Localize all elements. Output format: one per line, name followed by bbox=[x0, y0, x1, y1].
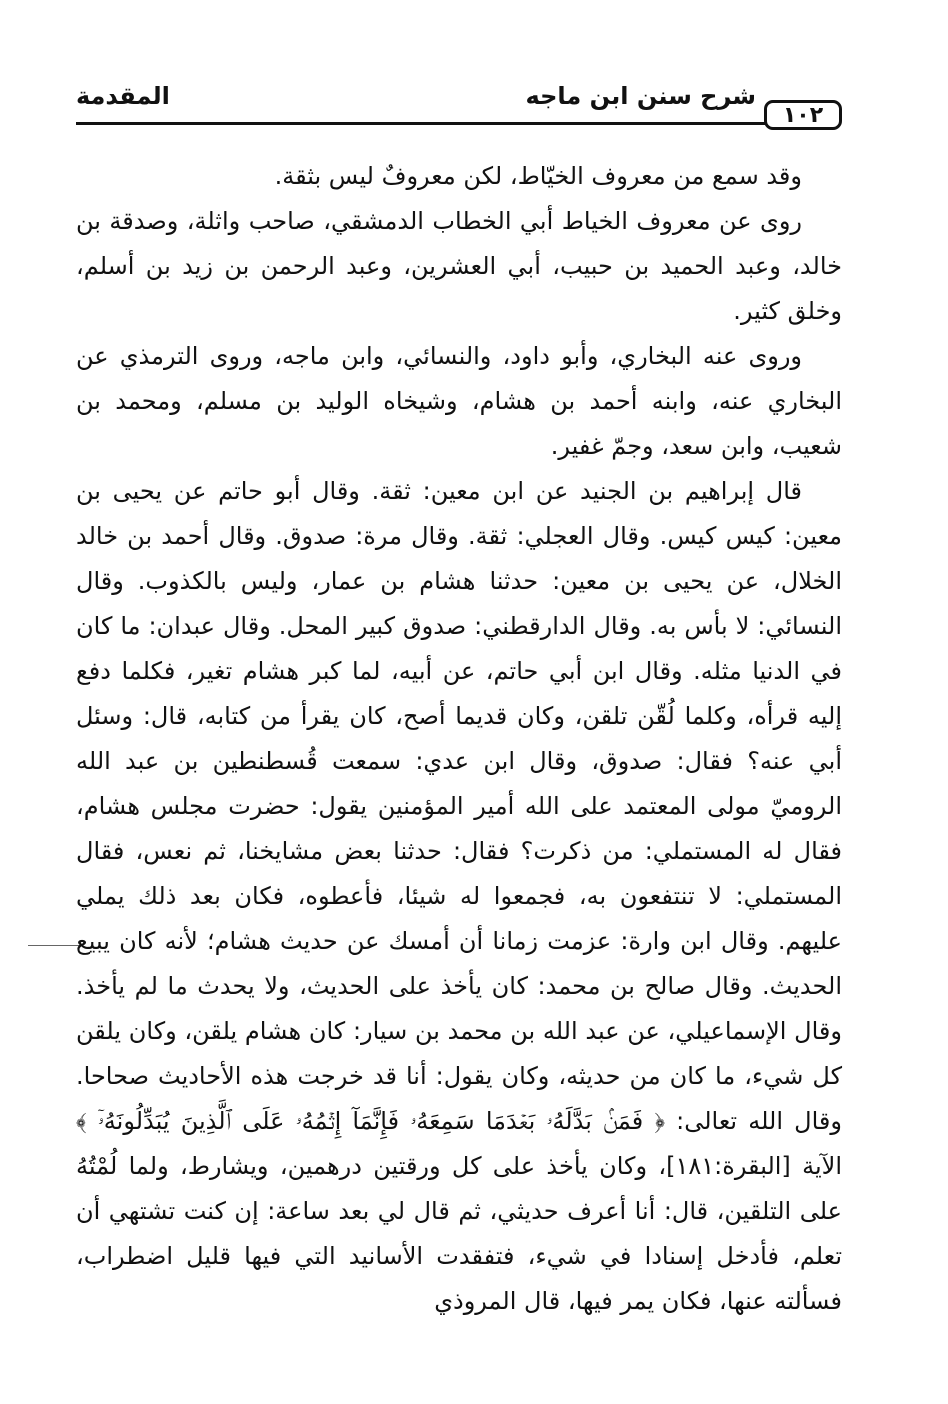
header-rule bbox=[76, 122, 766, 125]
paragraph-1: وقد سمع من معروف الخيّاط، لكن معروفٌ ليس بثقة. bbox=[274, 162, 802, 190]
paragraph-4: قال إبراهيم بن الجنيد عن ابن معين: ثقة. وقال أبو حاتم عن يحيى بن معين: كيس كيس. وقال العجلي: ثقة. وقال مرة: صدوق. وقال أحمد بن خالد الخلال، عن يحيى بن معين: حدثنا هشام بن عمار، وليس بالكذوب. وقال النسائي: لا بأس به. وقال الدارقطني: صدوق كبير المحل. وقال عبدان: ما كان في الدنيا مثله. وقال ابن أبي حاتم، عن أبيه، لما كبر هشام تغير، فكلما دفع إليه قرأه، وكلما لُقّن تلقن، وكان قديما أصح، كان يقرأ من كتابه، قال: وسئل أبي عنه؟ فقال: صدوق، وقال ابن عدي: سمعت قُسطنطين بن عبد الله الروميّ مولى المعتمد على الله أمير المؤمنين يقول: حضرت مجلس هشام، فقال له المستملي: من ذكرت؟ فقال: حدثنا بعض مشايخنا، ثم نعس، فقال المستملي: لا تنتفعون به، فجمعوا له شيئا، فأعطوه، فكان بعد ذلك يملي عليهم. وقال ابن وارة: عزمت زمانا أن أمسك عن حديث هشام؛ لأنه كان يبيع الحديث. وقال صالح بن محمد: كان يأخذ على الحديث، ولا يحدث ما لم يأخذ. وقال الإسماعيلي، عن عبد الله بن محمد بن سيار: كان هشام يلقن، وكان يلقن كل شيء، ما كان من حديثه، وكان يقول: أنا قد خرجت هذه الأحاديث صحاحا. وقال الله تعالى: ﴿ فَمَنۢ بَدَّلَهُۥ بَعۡدَمَا سَمِعَهُۥ فَإِنَّمَآ إِثۡمُهُۥ عَلَى ٱلَّذِينَ يُبَدِّلُونَهُۥٓ ﴾ الآية [البقرة:١٨١]، وكان يأخذ على كل ورقتين درهمين، ويشارط، ولما لُمْتُهُ على التلقين، قال: أنا أعرف حديثي، ثم قال لي بعد ساعة: إن كنت تشتهي أن تعلم، فأدخل إسنادا في شيء، فتفقدت الأسانيد التي فيها قليل اضطراب، فسألته عنها، فكان يمر فيها، قال المروذي bbox=[76, 477, 842, 1315]
page-number: ١٠٢ bbox=[764, 100, 842, 130]
body-text bbox=[76, 154, 842, 1324]
page-header bbox=[76, 78, 842, 130]
paragraph-2: روى عن معروف الخياط أبي الخطاب الدمشقي، صاحب واثلة، وصدقة بن خالد، وعبد الحميد بن حبيب، أبي العشرين، وعبد الرحمن بن زيد بن أسلم، وخلق كثير. bbox=[76, 207, 842, 325]
margin-mark bbox=[28, 945, 80, 946]
paragraph-3: وروى عنه البخاري، وأبو داود، والنسائي، وابن ماجه، وروى الترمذي عن البخاري عنه، وابنه أحمد بن هشام، وشيخاه الوليد بن مسلم، ومحمد بن شعيب، وابن سعد، وجمّ غفير. bbox=[76, 342, 842, 460]
section-title: المقدمة bbox=[76, 82, 170, 110]
book-title: شرح سنن ابن ماجه bbox=[525, 82, 756, 110]
